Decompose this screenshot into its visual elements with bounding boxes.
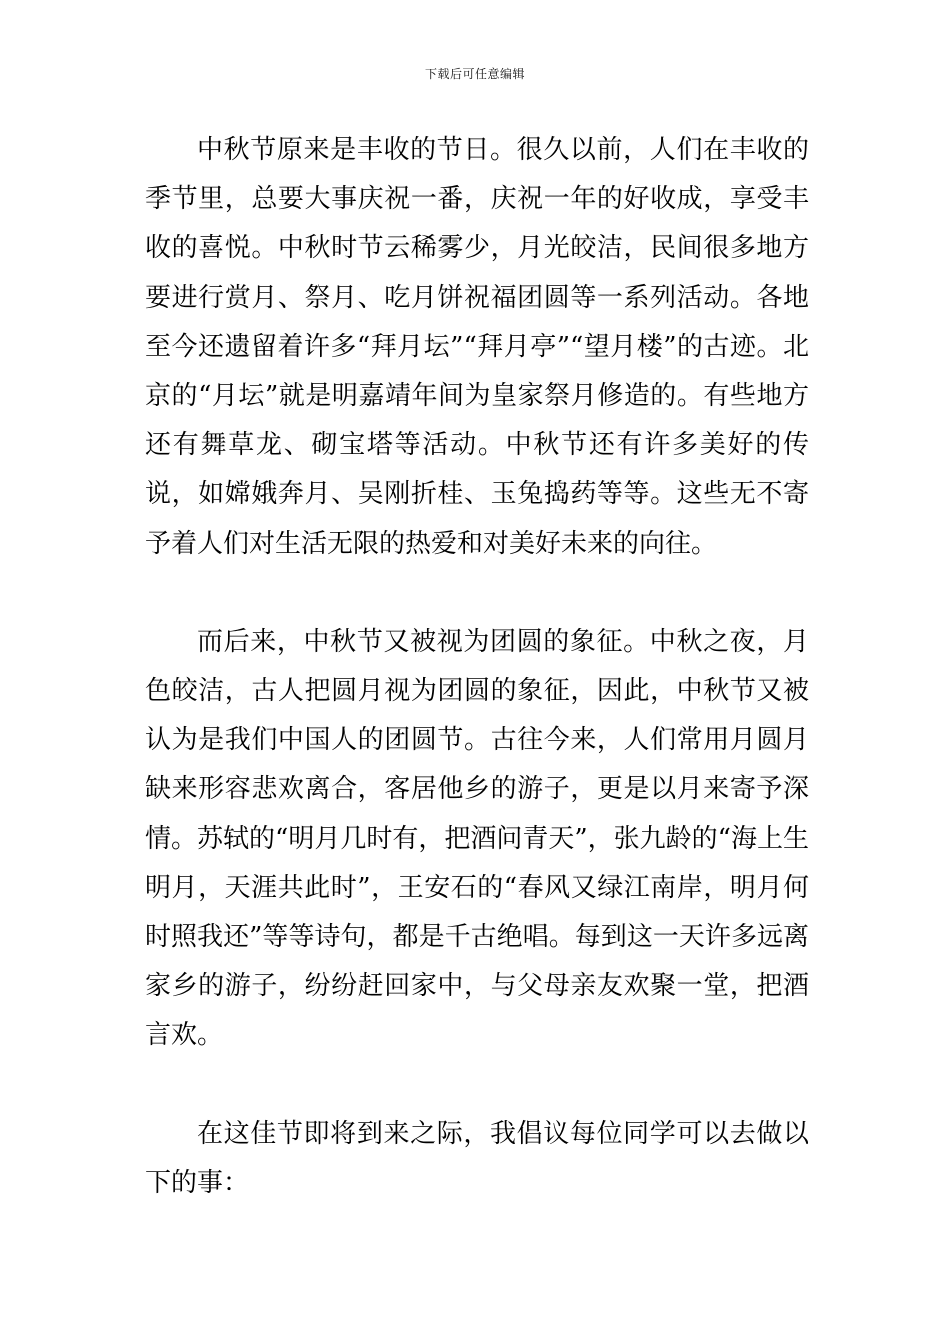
paragraph-harvest-festival: 中秋节原来是丰收的节日。很久以前，人们在丰收的季节里，总要大事庆祝一番，庆祝一年的好收成，享受丰收的喜悦。中秋时节云稀雾少，月光皎洁，民间很多地方要进行赏月、祭月、吃月饼祝福团圆等一系列活动。各地至今还遗留着许多“拜月坛”“拜月亭”“望月楼”的古迹。北京的“月坛”就是明嘉靖年间为皇家祭月修造的。有些地方还有舞草龙、砌宝塔等活动。中秋节还有许多美好的传说，如嫦娥奔月、吴刚折桂、玉兔捣药等等。这些无不寄予着人们对生活无限的热爱和对美好未来的向往。 [145, 135, 809, 559]
paragraph-proposal: 在这佳节即将到来之际，我倡议每位同学可以去做以下的事： [145, 1118, 809, 1198]
page-header: 下载后可任意编辑 [424, 67, 525, 81]
document-body [145, 126, 809, 1208]
paragraph-reunion-symbol: 而后来，中秋节又被视为团圆的象征。中秋之夜，月色皎洁，古人把圆月视为团圆的象征，因此，中秋节又被认为是我们中国人的团圆节。古往今来，人们常用月圆月缺来形容悲欢离合，客居他乡的游子，更是以月来寄予深情。苏轼的“明月几时有，把酒问青天”，张九龄的“海上生明月，天涯共此时”，王安石的“春风又绿江南岸，明月何时照我还”等等诗句，都是千古绝唱。每到这一天许多远离家乡的游子，纷纷赶回家中，与父母亲友欢聚一堂，把酒言欢。 [145, 626, 809, 1051]
